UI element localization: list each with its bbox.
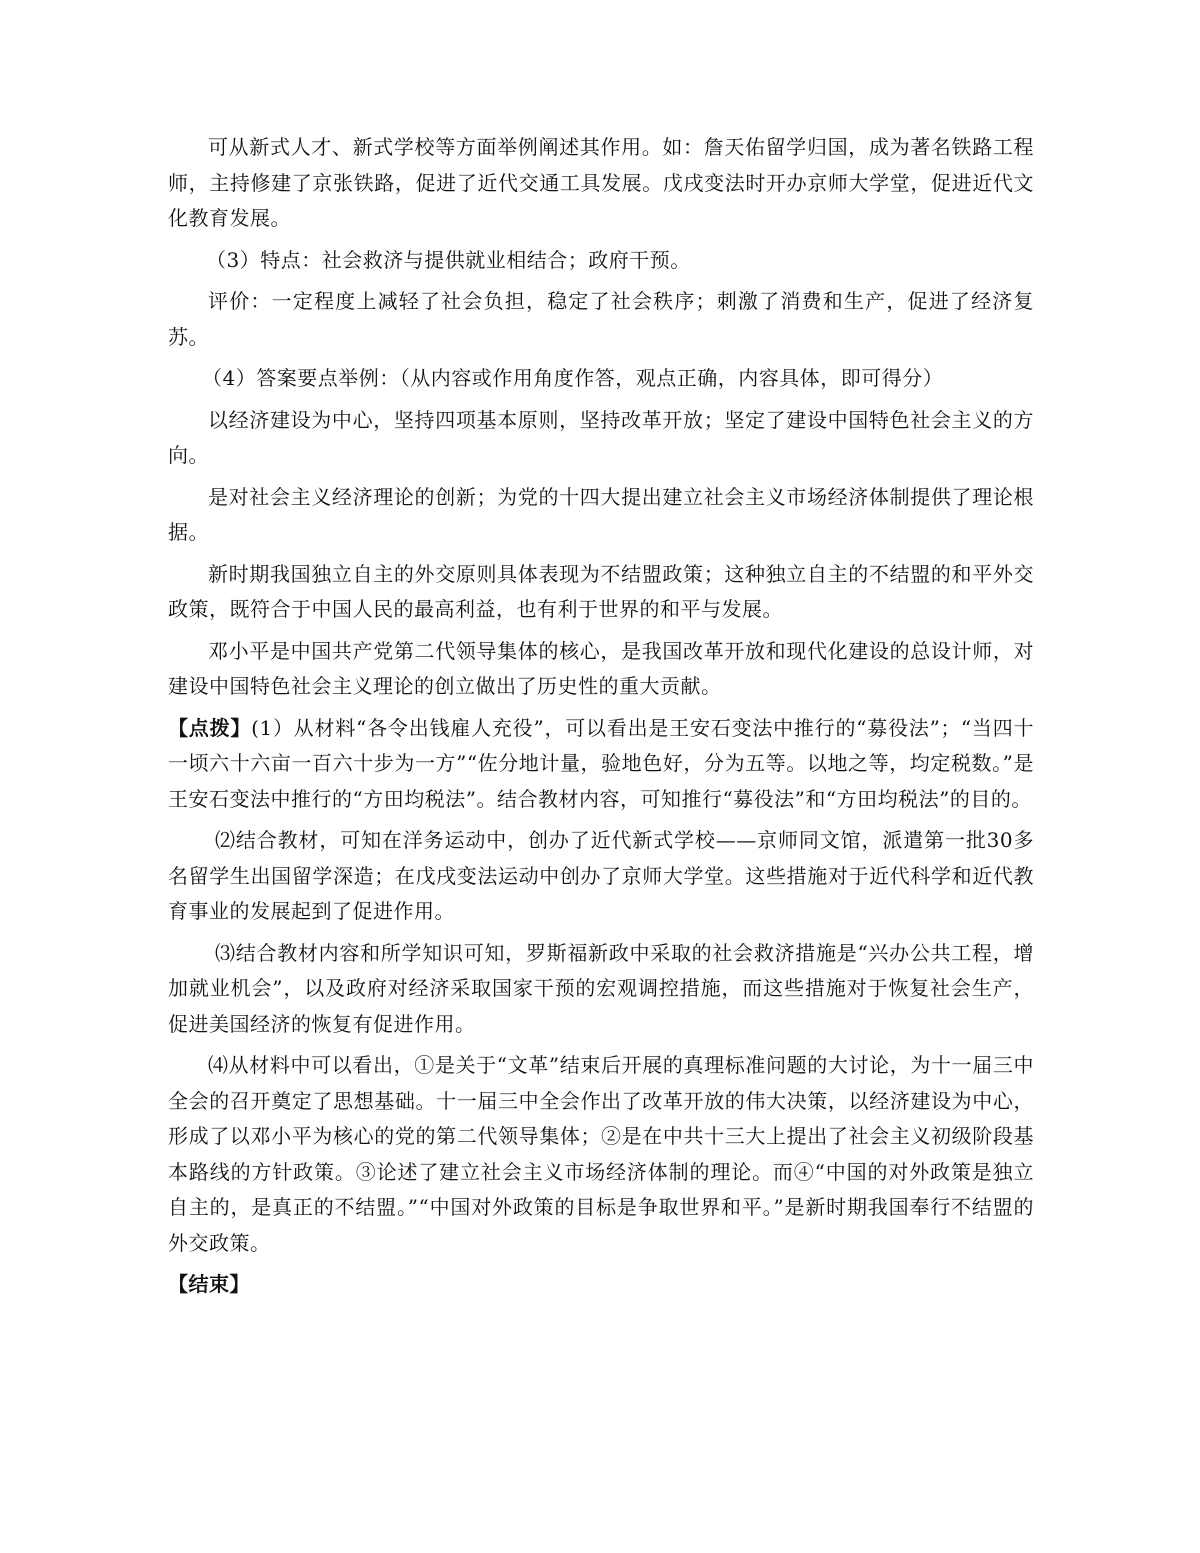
tip-paragraph-4: ⑷从材料中可以看出，①是关于“文革”结束后开展的真理标准问题的大讨论，为十一届三中全会的召开奠定了思想基础。十一届三中全会作出了改革开放的伟大决策，以经济建设为中心，形成了以邓小平为核心的党的第二代领导集体；②是在中共十三大上提出了社会主义初级阶段基本路线的方针政策。③论述了建立社会主义市场经济体制的理论。而④“中国的对外政策是独立自主的，是真正的不结盟。”“中国对外政策的目标是争取世界和平。”是新时期我国奉行不结盟的外交政策。 bbox=[168, 1053, 1034, 1255]
tip-paragraph-2: ⑵结合教材，可知在洋务运动中，创办了近代新式学校——京师同文馆，派遣第一批30多名留学生出国留学深造；在戊戌变法运动中创办了京师大学堂。这些措施对于近代科学和近代教育事业的发展起到了促进作用。 bbox=[168, 828, 1034, 923]
paragraph-answer-points: （4）答案要点举例：（从内容或作用角度作答，观点正确，内容具体，即可得分） bbox=[202, 366, 944, 390]
paragraph-evaluation: 评价：一定程度上减轻了社会负担，稳定了社会秩序；刺激了消费和生产，促进了经济复苏。 bbox=[168, 289, 1034, 349]
paragraph-foreign-policy: 新时期我国独立自主的外交原则具体表现为不结盟政策；这种独立自主的不结盟的和平外交政策，既符合于中国人民的最高利益，也有利于世界的和平与发展。 bbox=[168, 561, 1034, 621]
tip-paragraph-3: ⑶结合教材内容和所学知识可知，罗斯福新政中采取的社会救济措施是“兴办公共工程，增加就业机会”，以及政府对经济采取国家干预的宏观调控措施，而这些措施对于恢复社会生产，促进美国经济的恢复有促进作用。 bbox=[168, 940, 1034, 1036]
paragraph-deng-xiaoping: 邓小平是中国共产党第二代领导集体的核心，是我国改革开放和现代化建设的总设计师，对建设中国特色社会主义理论的创立做出了历史性的重大贡献。 bbox=[168, 638, 1034, 698]
paragraph-features: （3）特点：社会救济与提供就业相结合；政府干预。 bbox=[206, 247, 691, 272]
tip-paragraph-1 bbox=[168, 711, 1034, 818]
paragraph-economic-theory: 是对社会主义经济理论的创新；为党的十四大提出建立社会主义市场经济体制提供了理论根据。 bbox=[168, 484, 1034, 544]
end-marker bbox=[168, 1267, 1034, 1303]
document-body bbox=[168, 130, 1034, 1309]
paragraph-economic-construction: 以经济建设为中心，坚持四项基本原则，坚持改革开放；坚定了建设中国特色社会主义的方向。 bbox=[168, 407, 1034, 467]
paragraph-role-of-talent: 可从新式人才、新式学校等方面举例阐述其作用。如：詹天佑留学归国，成为著名铁路工程师，主持修建了京张铁路，促进了近代交通工具发展。戊戌变法时开办京师大学堂，促进近代文化教育发展。 bbox=[168, 135, 1034, 230]
tip-text: (1）从材料“各令出钱雇人充役”，可以看出是王安石变法中推行的“募役法”；“当四十一顷六十六亩一百六十步为一方”“佐分地计量，验地色好，分为五等。以地之等，均定税数。”是王安石变法中推行的“方田均税法”。结合教材内容，可知推行“募役法”和“方田均税法”的目的。 bbox=[168, 715, 1034, 811]
end-label: 【结束】 bbox=[168, 1272, 250, 1296]
tip-label: 【点拨】 bbox=[168, 715, 252, 740]
